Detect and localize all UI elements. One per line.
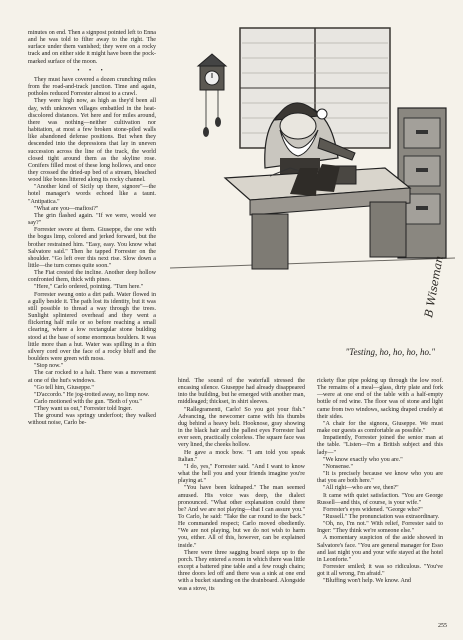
cartoon-illustration: [170, 18, 455, 336]
paragraph: minutes on end. Then a signpost pointed left to Enna and he was told to filter away to the right. The surface under them vanished; they were on a rocky track and on either side it might have been the pock-marked surface of the moon.: [28, 30, 156, 65]
paragraph: "I do, yes," Forrester said. "And I want to know what the hell you and your friends imagine you're playing at.": [178, 463, 305, 485]
paragraph: The Fiat crested the incline. Another deep hollow confronted them, thick with pines.: [28, 270, 156, 284]
paragraph: They were high now, as high as they'd been all day, with unknown villages embattled in the heat-discolored distances. Yet here and for miles around, there was nothing—neither cultivation nor habitation, at most a few broken stone-piled walls like abandoned defense positions. But when they descended into the depressions that lay in uneven succession across the line of the track, the world closed tight around them as the skyline rose. Conifers filled most of these long hollows, and once they crossed the dried-up bed of a stream, bleached wood like bones littered along its rocky channel.: [28, 98, 156, 184]
paragraph: The car rocked to a halt. There was a movement at one of the hut's windows.: [28, 370, 156, 384]
page-number: 255: [438, 623, 447, 629]
paragraph: "What are you—mafiosi?": [34, 205, 99, 212]
paragraph: "It is precisely because we know who you are that you are both here.": [317, 471, 443, 485]
paragraph: "Nonsense.": [323, 463, 353, 470]
paragraph: The grin flashed again. "If we were, would we say?": [28, 212, 156, 227]
paragraph: "All right—who are we, then?": [323, 485, 399, 492]
paragraph: There were three sagging board steps up to the porch. They entered a room in which there was little except a battered pine table and a few rough chairs; three doors led off and there was a sink at one end with a bucket standing on the drainboard. Alongside was a stove, its: [178, 549, 305, 592]
text-column-left: [28, 30, 156, 428]
paragraph: "Stop now.": [34, 363, 64, 370]
paragraph: "Bluffing won't help. We know. And: [323, 578, 411, 585]
section-break: • • •: [77, 67, 107, 74]
paragraph: rickety flue pipe poking up through the low roof. The remains of a meal—glass, dirty plate and fork—were at one end of the table with a half-empty bottle of red wine. The floor was of stone and light came from two windows, sacking draped crudely at their sides.: [317, 378, 443, 420]
paragraph: "We know exactly who you are.": [323, 456, 403, 463]
paragraph: "Oh, no, I'm not." With relief, Forrester said to Inger: "They think we're someone else.": [317, 521, 443, 535]
paragraph: The ground was springy underfoot; they walked without noise, Carlo be-: [28, 413, 156, 427]
text-column-middle: [178, 378, 305, 593]
paragraph: Forrester swung onto a dirt path. Water flowed in a gully beside it. The path lost its identity, but it was still possible to thread a way through the trees. Sunlight splintered overhead and they went a flickering half mile or so before reaching a small clearing, where a low rectangular stone building stood at the base of some enormous boulders. It was little more than a hut. Water was spilling in a thin silvery cord over the face of a rocky bluff and the boulders were green with moss.: [28, 291, 156, 363]
paragraph: It came with quiet satisfaction. "You are George Russell—and this, of course, is your wife.": [317, 492, 443, 506]
paragraph: Forrester swore at them. Giuseppe, the one with the bogus limp, colored and jerked forward, but the brother restrained him. "Easy, easy. You know what Salvatore said." Then he tapped Forrester on the shoulder. "Go left over this next rise. Slow down a little—the turn comes quite soon.": [28, 227, 156, 269]
cartoon-caption: "Testing, ho, ho, ho, ho.": [345, 347, 435, 357]
text-column-right: [317, 378, 443, 586]
paragraph: Forrester's eyes widened. "George who?": [323, 506, 423, 513]
paragraph: "Rallegramenti, Carlo! So you got your fish." Advancing, the newcomer came with his thumbs dug behind a heavy belt. Hooknose, gray showing in the black hair and the pallest eyes Forrester had ever seen, practically colorless. The square face was very lined, the cheeks hollow.: [178, 406, 305, 449]
paragraph: "Russell." The pronunciation was extraordinary.: [323, 513, 440, 520]
paragraph: "Go tell him, Giuseppe.": [34, 384, 94, 391]
paragraph: Impatiently, Forrester joined the senior man at the table. "Listen—I'm a British subject and this lady—": [317, 435, 443, 456]
paragraph: "Here," Carlo ordered, pointing. "Turn here.": [34, 284, 144, 291]
paragraph: "D'accordo." He jog-trotted away, no limp now.: [34, 391, 150, 398]
paragraph: Carlo motioned with the gun. "Both of you.": [34, 398, 142, 405]
paragraph: "Another kind of Sicily up there, signore"—the hotel manager's words echoed like a taunt. "Antipatica.": [28, 184, 156, 205]
paragraph: He gave a mock bow. "I am told you speak Italian.": [178, 449, 305, 463]
paragraph: Forrester smiled; it was so ridiculous. "You've got it all wrong, I'm afraid.": [317, 564, 443, 578]
paragraph: "You have been kidnaped." The man seemed amused. His voice was deep, the dialect pronounced. "What other explanation could there be? And we are not playing—that I can assure you." To Carlo, he said: "Take the car round to the back." He commanded respect; Carlo moved obediently. "We are not playing, but we do not wish to harm you, either. All of this, however, can be explained inside.": [178, 485, 305, 549]
paragraph: "A chair for the signora, Giuseppe. We must make our guests as comfortable as possible.": [317, 420, 443, 435]
paragraph: hind. The sound of the waterfall stressed the encasing silence. Giuseppe had already disappeared into the building, but he emerged with another man, middleaged; thickset, in shirt sleeves.: [178, 378, 305, 406]
paragraph: They must have covered a dozen crunching miles from the road-and-track junction. Time and again, potholes reduced Forrester almost to a crawl.: [28, 76, 156, 98]
paragraph: A momentary suspicion of the aside showed in Salvatore's face. "You are general manager for Esso and last night you and your wife stayed at the hotel in Leonforte.": [317, 535, 443, 563]
paragraph: "They want us out," Forrester told Inger.: [34, 406, 132, 413]
svg-text:B Wiseman: B Wiseman: [422, 254, 446, 319]
